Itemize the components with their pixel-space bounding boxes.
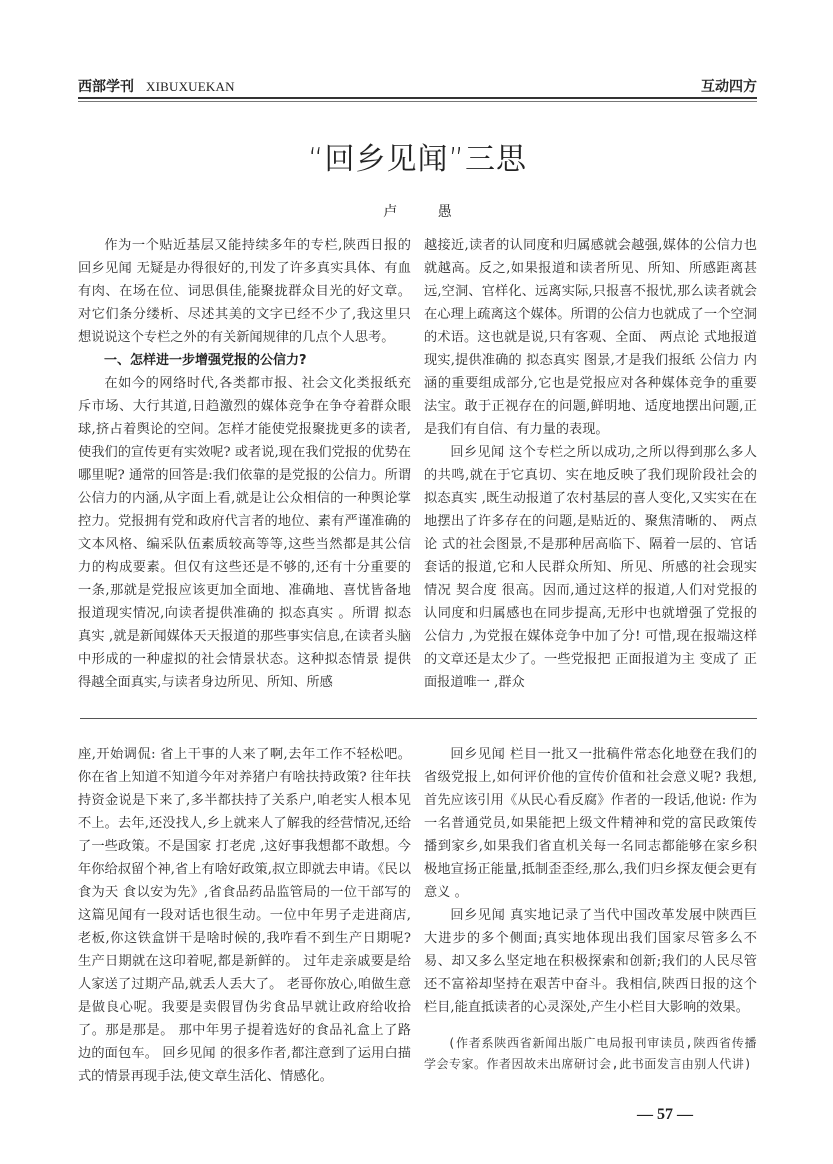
running-header: [78, 74, 757, 96]
lower-left-column: [78, 743, 411, 1088]
paragraph: 回乡见闻 栏目一批又一批稿件常态化地登在我们的省级党报上,如何评价他的宣传价值和社会意义呢? 我想,首先应该引用《从民心看反腐》作者的一段话,他说: 作为一名普通党员,如果能把上级文件精神和党的富民政策传播到家乡,如果我们省直机关每一名同志都能够在家乡积极地宣扬正能量,抵制歪歪经,那么,我们归乡探友便会更有意义 。: [424, 747, 757, 900]
section-heading: 一、怎样进一步增强党报的公信力?: [104, 353, 307, 368]
header-rule-thick: [78, 97, 757, 99]
upper-left-column: [78, 234, 411, 694]
paragraph: 回乡见闻 真实地记录了当代中国改革发展中陕西巨大进步的多个侧面;真实地体现出我们国家尽管多么不易、却又多么坚定地在积极探索和创新;我们的人民尽管还不富裕却坚持在艰苦中奋斗。我相信,陕西日报的这个栏目,能直抵读者的心灵深处,产生小栏目大影响的效果。: [424, 908, 757, 1015]
section-divider: [80, 718, 757, 719]
upper-block: [78, 234, 757, 694]
article-title: “回乡见闻”三思: [307, 142, 528, 177]
page-number: — 57 —: [637, 1106, 693, 1123]
paragraph: 回乡见闻 这个专栏之所以成功,之所以得到那么多人的共鸣,就在于它真切、实在地反映了我们现阶段社会的 拟态真实 ,既生动报道了农村基层的喜人变化,又实实在在地摆出了许多存在的问题,是贴近的、聚焦清晰的、 两点论 式的社会图景,不是那种居高临下、隔着一层的、官话套话的报道,它和人民群众所知、所见、所感的社会现实情况 契合度 很高。因而,通过这样的报道,人们对党报的认同度和归属感也在同步提高,无形中也就增强了党报的 公信力 ,为党报在媒体竞争中加了分! 可惜,现在报端这样的文章还是太少了。一些党报把 正面报道为主 变成了 正面报道唯一 ,群众: [424, 445, 757, 690]
header-rule-thin: [78, 101, 757, 102]
paragraph: 在如今的网络时代,各类都市报、社会文化类报纸充斥市场、大行其道,日趋激烈的媒体竞争在争夺着群众眼球,挤占着舆论的空间。怎样才能使党报聚拢更多的读者,使我们的宣传更有实效呢? 或者说,现在我们党报的优势在哪里呢? 通常的回答是:我们依靠的是党报的公信力。所谓公信力的内涵,从字面上看,就是让公众相信的一种舆论掌控力。党报拥有党和政府代言者的地位、素有严谨准确的文本风格、编采队伍素质较高等等,这些当然都是其公信力的构成要素。但仅有这些还是不够的,还有十分重要的一条,那就是党报应该更加全面地、准确地、喜忧皆备地报道现实情况,向读者提供准确的 拟态真实 。所谓 拟态真实 ,就是新闻媒体天天报道的那些事实信息,在读者头脑中形成的一种虚拟的社会情景状态。这种拟态情景 提供得越全面真实,与读者身边所见、所知、所感: [78, 376, 411, 690]
upper-right-column: [424, 234, 757, 694]
paragraph: 越接近,读者的认同度和归属感就会越强,媒体的公信力也就越高。反之,如果报道和读者所见、所知、所感距离甚远,空洞、官样化、远离实际,只报喜不报忧,那么读者就会在心理上疏离这个媒体。所谓的公信力也就成了一个空洞的术语。这也就是说,只有客观、全面、 两点论 式地报道现实,提供准确的 拟态真实 图景,才是我们报纸 公信力 内涵的重要组成部分,它也是党报应对各种媒体竞争的重要法宝。敢于正视存在的问题,鲜明地、适度地摆出问题,正是我们有自信、有力量的表现。: [424, 238, 757, 437]
section-name: 互动四方: [701, 79, 757, 95]
lower-block: [78, 743, 757, 1088]
lower-right-column: [424, 743, 757, 1075]
author-note: (作者系陕西省新闻出版广电局报刊审读员,陕西省传播学会专家。作者因故未出席研讨会,此书面发言由别人代讲): [424, 1036, 757, 1071]
journal-name-en: XIBUXUEKAN: [146, 79, 235, 94]
page-footer: [78, 1104, 757, 1124]
journal-name-cn: 西部学刊: [78, 79, 134, 95]
paragraph: 作为一个贴近基层又能持续多年的专栏,陕西日报的 回乡见闻 无疑是办得很好的,刊发了许多真实具体、有血有肉、在场在位、词思俱佳,能聚拢群众目光的好文章。对它们条分缕析、尽述其美的文字已经不少了,我这里只想说说这个专栏之外的有关新闻规律的几点个人思考。: [78, 238, 411, 345]
article-author: 卢 愚: [383, 204, 470, 220]
journal-name: [78, 76, 235, 96]
paragraph: 座,开始调侃: 省上干事的人来了啊,去年工作不轻松吧。你在省上知道不知道今年对养猪户有啥扶持政策? 往年扶持资金说是下来了,多半都扶持了关系户,咱老实人根本见不上。去年,还没找人,乡上就来人了解我的经营情况,还给了一些政策。不是国家 打老虎 ,这好事我想都不敢想。今年你给叔留个神,省上有啥好政策,叔立即就去申请。《民以食为天 食以安为先》,省食品药品监管局的一位干部写的这篇见闻有一段对话也很生动。一位中年男子走进商店, 老板,你这铁盒饼干是啥时候的,我咋看不到生产日期呢? 生产日期就在这印着呢,都是新鲜的。 过年走亲戚要是给人家送了过期产品,就丢人丢大了。 老哥你放心,咱做生意是做良心呢。我要是卖假冒伪劣食品早就让政府给收拾了。那是那是。 那中年男子提着选好的食品礼盒上了路边的面包车。 回乡见闻 的很多作者,都注意到了运用白描式的情景再现手法,使文章生活化、情感化。: [78, 747, 411, 1084]
